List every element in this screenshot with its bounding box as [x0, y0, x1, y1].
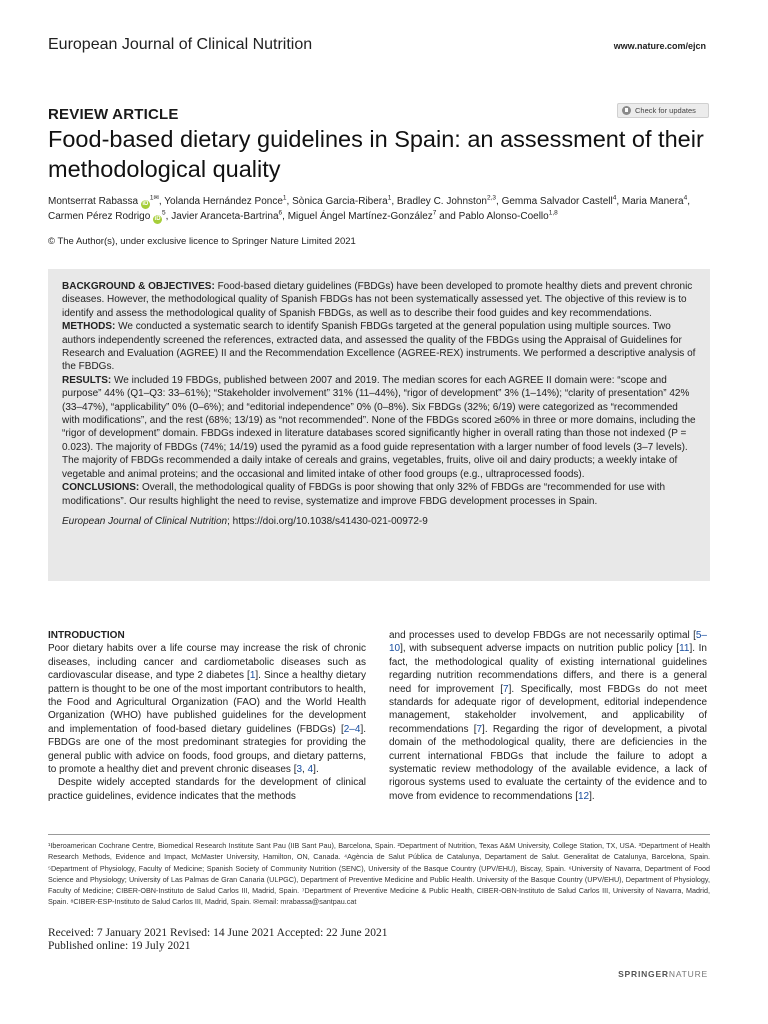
author-name: Bradley C. Johnston — [396, 196, 487, 207]
reference-link[interactable]: 1 — [249, 670, 256, 682]
author-separator: , — [687, 196, 691, 207]
section-heading-introduction: INTRODUCTION — [48, 630, 125, 641]
author-affiliation-mark: 4 — [612, 194, 617, 202]
author-name: Pablo Alonso-Coello — [458, 211, 549, 222]
orcid-icon[interactable]: iD — [142, 201, 149, 207]
author[interactable] — [502, 196, 617, 207]
author-affiliation-mark: 1 — [282, 194, 287, 202]
footnote-divider — [48, 834, 710, 835]
paragraph: Despite widely accepted standards for the development of clinical practice guidelines, evidence indicates that the methods — [48, 777, 366, 802]
doi-link[interactable]: ; https://doi.org/10.1038/s41430-021-00972-9 — [227, 515, 428, 527]
reference-link[interactable]: 3 — [296, 764, 303, 776]
abstract-heading: RESULTS: — [62, 374, 112, 386]
author-affiliation-mark: 2,3 — [486, 194, 496, 202]
paragraph — [389, 629, 707, 803]
body-column-left — [48, 629, 366, 803]
body-text: Poor dietary habits over a life course may increase the risk of chronic diseases, including cancer and cardiometabolic diseases such as cardiovascular disease, and type 2 diabetes [ — [48, 643, 366, 682]
abstract-methods — [62, 320, 696, 374]
publisher-name: SPRINGER — [618, 969, 669, 979]
author-separator: , — [391, 196, 397, 207]
author-separator: and — [436, 211, 459, 222]
author-affiliation-mark: 4 — [683, 194, 688, 202]
author[interactable] — [292, 196, 391, 207]
check-for-updates-button[interactable] — [617, 103, 709, 118]
author[interactable] — [459, 211, 558, 222]
abstract-results — [62, 374, 696, 481]
author-name: Miguel Ángel Martínez-González — [287, 211, 433, 222]
reference-link[interactable]: 11 — [679, 643, 690, 655]
author[interactable] — [48, 211, 166, 222]
abstract-background — [62, 280, 696, 320]
reference-link[interactable]: 7 — [503, 683, 509, 695]
author-name: Sònica Garcia-Ribera — [292, 196, 388, 207]
author-affiliation-mark: 7 — [432, 209, 437, 217]
reference-link[interactable]: 7 — [476, 723, 483, 735]
citation — [62, 515, 696, 528]
author-affiliation-mark: 1✉ — [149, 194, 159, 202]
orcid-icon[interactable]: iD — [154, 216, 161, 222]
author-list — [48, 194, 718, 224]
abstract — [48, 269, 710, 581]
author-name: Yolanda Hernández Ponce — [164, 196, 283, 207]
abstract-text: Food-based dietary guidelines (FBDGs) have been developed to promote healthy diets and prevent chronic diseases. However, the methodological quality of Spanish FBDGs has not been systematically assessed yet. The objective of this review is to identify and assess the methodological quality of Spanish FBDGs, as well as to describe their food guides and key recommendations. — [62, 281, 693, 319]
reference-link[interactable]: 12 — [577, 790, 590, 802]
publisher-name: NATURE — [668, 969, 708, 979]
author-name: Javier Aranceta-Bartrina — [171, 211, 279, 222]
abstract-heading: METHODS: — [62, 321, 116, 333]
published-online: Published online: 19 July 2021 — [48, 940, 191, 952]
abstract-heading: BACKGROUND & OBJECTIVES: — [62, 281, 215, 292]
author[interactable] — [48, 196, 159, 207]
author-separator: , — [165, 211, 172, 222]
citation-journal: European Journal of Clinical Nutrition — [62, 515, 228, 527]
body-text: ]. — [589, 790, 595, 802]
body-column-right — [389, 629, 707, 803]
author-separator: , — [286, 196, 293, 207]
check-updates-label: Check for updates — [635, 106, 696, 115]
paragraph — [48, 642, 366, 776]
check-updates-icon — [622, 106, 631, 115]
abstract-text: Overall, the methodological quality of FBDGs is poor showing that only 32% of FBDGs are “recommended for use with modifications”. Our results highlight the need to revise, systematize and improve FBDG development processes in Spain. — [62, 482, 666, 507]
reference-link[interactable]: 2–4 — [343, 723, 361, 735]
reference-link[interactable]: 4 — [307, 764, 314, 776]
author-name: Maria Manera — [621, 196, 684, 207]
author[interactable] — [622, 196, 687, 207]
article-dates — [48, 927, 388, 953]
abstract-heading: CONCLUSIONS: — [62, 482, 140, 494]
author[interactable] — [288, 211, 437, 222]
author-affiliation-mark: 5 — [162, 209, 166, 217]
author[interactable] — [171, 211, 282, 222]
author-name: Montserrat Rabassa — [48, 196, 139, 207]
abstract-conclusions — [62, 481, 696, 508]
abstract-text: We conducted a systematic search to identify Spanish FBDGs targeted at the general population using multiple sources. Two authors independently screened the references, extracted data, and assessed the quality of the FBDGs using the Appraisal of Guidelines for Research and Evaluation (AGREE) II and the Recommendation Excellence (AGREE-REX) instruments. We performed a descriptive analysis of the FBDGs. — [62, 321, 696, 373]
author-affiliation-mark: 1,8 — [548, 209, 558, 217]
author-name: Gemma Salvador Castell — [501, 196, 613, 207]
springer-nature-logo — [618, 969, 708, 979]
article-title: Food-based dietary guidelines in Spain: an assessment of their methodological quality — [48, 126, 704, 182]
body-text: ]. Regarding the rigor of development, a pivotal domain of the methodological quality, there are deficiencies in the current international FBDGs that include the failure to adopt a systematic review methodology of the available evidence, a lack of rigorous systems used to evaluate the certainty of the evidence and to move from evidence to recommendations [ — [389, 723, 707, 802]
author-separator: , — [616, 196, 622, 207]
article-type: REVIEW ARTICLE — [48, 106, 179, 123]
author-affiliation-mark: 6 — [278, 209, 283, 217]
journal-name[interactable]: European Journal of Clinical Nutrition — [48, 36, 313, 53]
author-affiliation-mark: 1 — [387, 194, 392, 202]
body-text: ]. FBDGs are one of the most predominant strategies for providing the general public with advice on foods, food groups, and dietary patterns, to promote a healthy diet and prevent chronic diseases [ — [48, 723, 366, 776]
body-text: , — [302, 764, 308, 776]
abstract-text: We included 19 FBDGs, published between 2007 and 2019. The median scores for each AGREE II domain were: “scope and purpose” 44% (Q1–Q3: 33–61%); “Stakeholder involvement” 31% (11–44%), “rigor of development” 3% (1–14%); “clarity of presentation” 42% (33–47%), “applicability” 0% (0–6%); and “editorial independence” 0% (0–8%). Six FBDGs (32%; 6/19) were categorized as “recommended with modifications”, and the rest (68%; 13/19) as “not recommended”. None of the FBDGs scored ≥60% in three or more domains, including the “rigor of development” domain. FBDGs indexed in literature databases scored significantly higher in overall rating than those not indexed (P = 0.023). The majority of FBDGs (74%; 14/19) used the pyramid as a food guide representation with a larger number of food levels (3–7 levels). The majority of FBDGs recommended a daily intake of cereals and grains, vegetables, fruits, olive oil and dairy products; a weekly intake of vegetable and animal proteins; and the occasional and limited intake of other food groups (e.g., ultraprocessed foods). — [62, 374, 696, 480]
journal-url-link[interactable]: www.nature.com/ejcn — [613, 41, 706, 51]
body-text: ]. Specifically, most FBDGs do not meet standards for adequate rigor of development, editorial independence management, stakeholder involvement, and applicability of recommendations [ — [389, 683, 707, 735]
body-text: ]. — [313, 764, 319, 776]
copyright-notice: © The Author(s), under exclusive licence to Springer Nature Limited 2021 — [48, 236, 356, 247]
body-text: ], with subsequent adverse impacts on nutrition public policy [ — [400, 643, 680, 655]
author-separator: , — [158, 196, 165, 207]
author-separator: , — [496, 196, 502, 207]
affiliations-footnote: ¹Iberoamerican Cochrane Centre, Biomedical Research Institute Sant Pau (IIB Sant Pau), Barcelona, Spain. ²Department of Nutrition, Texas A&M University, College Station, TX, USA. ³Department of Health Research Methods, Evidence and Impact, McMaster University, Hamilton, ON, Canada. ⁴Agència de Salut Pública de Catalunya, Departament de Salut. Generalitat de Catalunya, Barcelona, Spain. ⁵Department of Physiology, Faculty of Medicine; Spanish Society of Community Nutrition (SENC), University of the Basque Country (UPV/EHU), Biscay, Spain. ⁶University of Navarra, Department of Food Science and Physiology; University of Las Palmas de Gran Canaria (ULPGC), Department of Preventive Medicine and Public Health. University of the Basque Country (UPV/EHU), Department of Physiology, Faculty of Medicine; CIBER-OBN-Instituto de Salud Carlos III, Madrid, Spain. ⁷Department of Preventive Medicine & Public Health, CIBER-OBN-Instituto de Salud Carlos III, University of Navarra, Madrid, Spain. ⁸CIBER-ESP-Instituto de Salud Carlos III, Madrid, Spain. ✉email: mrabassa@santpau.cat — [48, 841, 710, 907]
body-text: ]. In fact, the methodological quality of existing international guidelines regarding nutrition recommendations differs, and there is a general need for improvement [ — [389, 643, 707, 695]
author[interactable] — [397, 196, 496, 207]
reference-link[interactable]: 5–10 — [389, 630, 707, 655]
author-separator: , — [282, 211, 288, 222]
body-text: and processes used to develop FBDGs are not necessarily optimal [ — [389, 630, 696, 641]
author[interactable] — [164, 196, 286, 207]
author-name: Carmen Pérez Rodrigo — [48, 211, 151, 222]
body-text: ]. Since a healthy dietary pattern is thought to be one of the most important contributors to health, the Food and Agricultural Organization (FAO) and the World Health Organization (WHO) have published guidelines for the development and implementation of food-based dietary guidelines (FBDGs) [ — [48, 670, 367, 735]
received-revised-accepted: Received: 7 January 2021 Revised: 14 June 2021 Accepted: 22 June 2021 — [48, 927, 388, 939]
